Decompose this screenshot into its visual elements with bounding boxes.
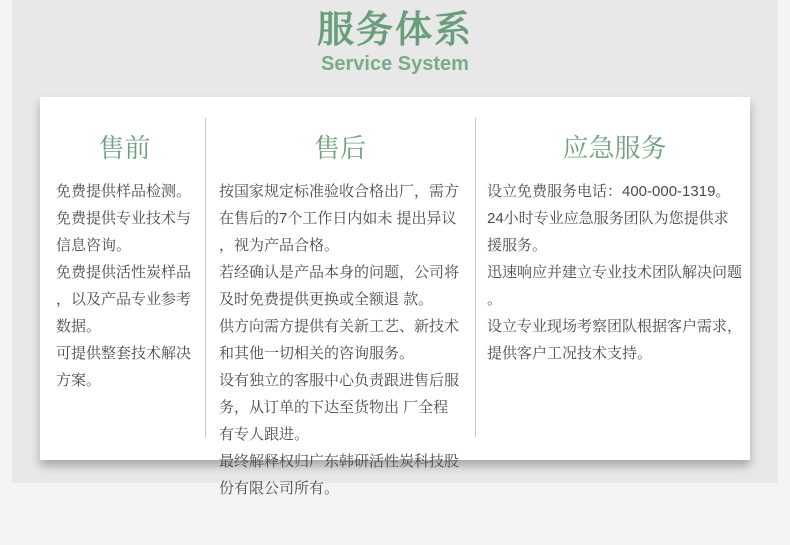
column-emergency bbox=[475, 97, 750, 460]
service-item: 免费提供活性炭样品，以及产品专业参考数据。 bbox=[56, 264, 192, 335]
column-divider bbox=[475, 118, 476, 437]
column-heading-presale: 售前 bbox=[98, 133, 151, 163]
service-item: 若经确认是产品本身的问题，公司将及时免费提供更换或全额退 款。 bbox=[219, 264, 460, 308]
service-item: 设有独立的客服中心负责跟进售后服务，从订单的下达至货物出 厂全程有专人跟进。 bbox=[219, 372, 460, 443]
service-item service-phone-line: 设立免费服务电话：400-000-1319。 bbox=[487, 183, 731, 200]
service-item: 按国家规定标准验收合格出厂，需方在售后的7个工作日内如未 提出异议，视为产品合格。 bbox=[219, 183, 460, 254]
service-item: 可提供整套技术解决方案。 bbox=[56, 345, 192, 389]
column-heading-emergency: 应急服务 bbox=[562, 133, 667, 163]
page-title: 服务体系 bbox=[317, 9, 473, 50]
service-item: 迅速响应并建立专业技术团队解决问题。 bbox=[487, 264, 743, 308]
service-card bbox=[40, 97, 750, 497]
column-presale bbox=[40, 97, 205, 460]
service-item: 免费提供样品检测。 bbox=[56, 183, 192, 200]
service-item: 设立专业现场考察团队根据客户需求，提供客户工况技术支持。 bbox=[487, 318, 743, 362]
service-item: 免费提供专业技术与信息咨询。 bbox=[56, 210, 192, 254]
service-item: 24小时专业应急服务团队为您提供求援服务。 bbox=[487, 210, 729, 254]
service-item: 供方向需方提供有关新工艺、新技术和其他一切相关的咨询服务。 bbox=[219, 318, 460, 362]
section-header bbox=[12, 8, 778, 77]
column-aftersale bbox=[205, 97, 475, 497]
column-heading-aftersale: 售后 bbox=[313, 133, 366, 163]
service-item: 最终解释权归广东韩研活性炭科技股份有限公司所有。 bbox=[219, 453, 460, 497]
page-subtitle: Service System bbox=[321, 53, 469, 75]
column-divider bbox=[205, 118, 206, 437]
